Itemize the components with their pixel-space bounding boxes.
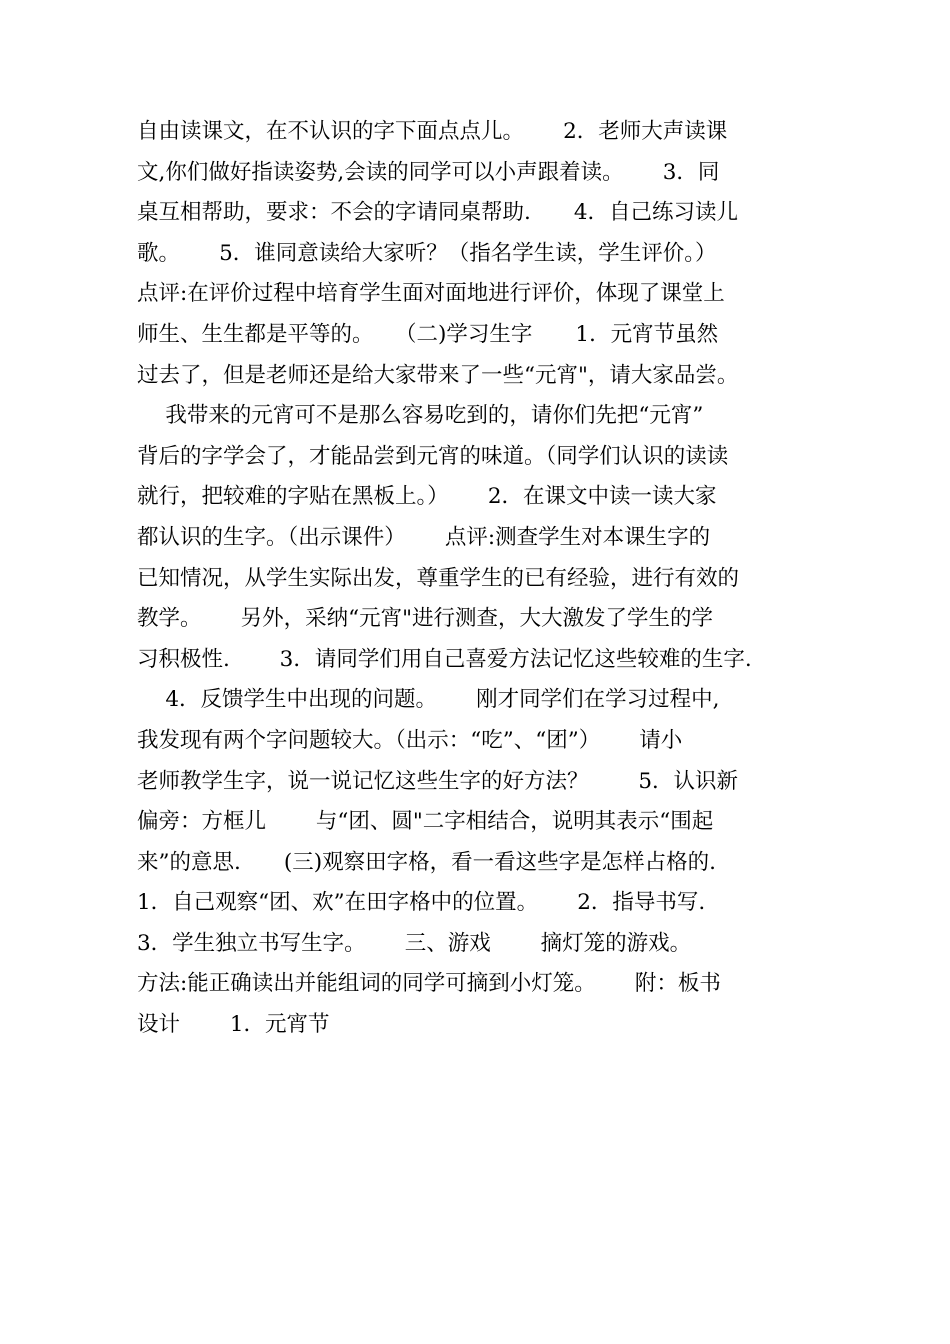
- text-line: 设计 1．元宵节: [137, 1012, 330, 1038]
- text-line: 我发现有两个字问题较大。（出示：“吃”、“团”） 请小: [137, 727, 683, 753]
- text-line: 歌。 5．谁同意读给大家听？（指名学生读，学生评价。）: [137, 240, 717, 266]
- text-line: 方法:能正确读出并能组词的同学可摘到小灯笼。 附：板书: [137, 971, 721, 997]
- text-line: 过去了，但是老师还是给大家带来了一些“元宵"，请大家品尝。: [137, 362, 739, 388]
- text-line: 1．自己观察“团、欢”在田字格中的位置。 2．指导书写.: [137, 890, 706, 916]
- text-line: 点评:在评价过程中培育学生面对面地进行评价，体现了课堂上: [137, 281, 725, 307]
- text-line: 文,你们做好指读姿势,会读的同学可以小声跟着读。 3．同: [137, 159, 720, 185]
- text-line: 我带来的元宵可不是那么容易吃到的，请你们先把“元宵”: [137, 403, 704, 429]
- text-line: 4．反馈学生中出现的问题。 刚才同学们在学习过程中,: [137, 687, 720, 713]
- text-line: 就行，把较难的字贴在黑板上。） 2．在课文中读一读大家: [137, 484, 717, 510]
- text-line: 老师教学生字，说一说记忆这些生字的好方法？ 5．认识新: [137, 768, 739, 794]
- text-line: 教学。 另外，采纳“元宵"进行测查，大大激发了学生的学: [137, 606, 713, 632]
- text-line: 桌互相帮助，要求：不会的字请同桌帮助. 4．自己练习读儿: [137, 200, 739, 226]
- text-line: 师生、生生都是平等的。 （二)学习生字 1．元宵节虽然: [137, 321, 719, 347]
- text-line: 自由读课文，在不认识的字下面点点儿。 2．老师大声读课: [137, 119, 728, 144]
- text-line: 习积极性. 3．请同学们用自己喜爱方法记忆这些较难的生字.: [137, 646, 752, 672]
- text-line: 偏旁：方框儿 与“团、圆"二字相结合，说明其表示“围起: [137, 809, 714, 835]
- text-line: 已知情况，从学生实际出发，尊重学生的已有经验，进行有效的: [137, 565, 740, 591]
- body-text: [137, 112, 837, 1046]
- text-line: 都认识的生字。（出示课件） 点评:测查学生对本课生字的: [137, 524, 711, 550]
- text-line: 背后的字学会了，才能品尝到元宵的味道。（同学们认识的读读: [137, 443, 729, 469]
- text-line: 3．学生独立书写生字。 三、游戏 摘灯笼的游戏。: [137, 930, 692, 956]
- text-line: 来”的意思. (三)观察田字格，看一看这些字是怎样占格的.: [137, 849, 716, 875]
